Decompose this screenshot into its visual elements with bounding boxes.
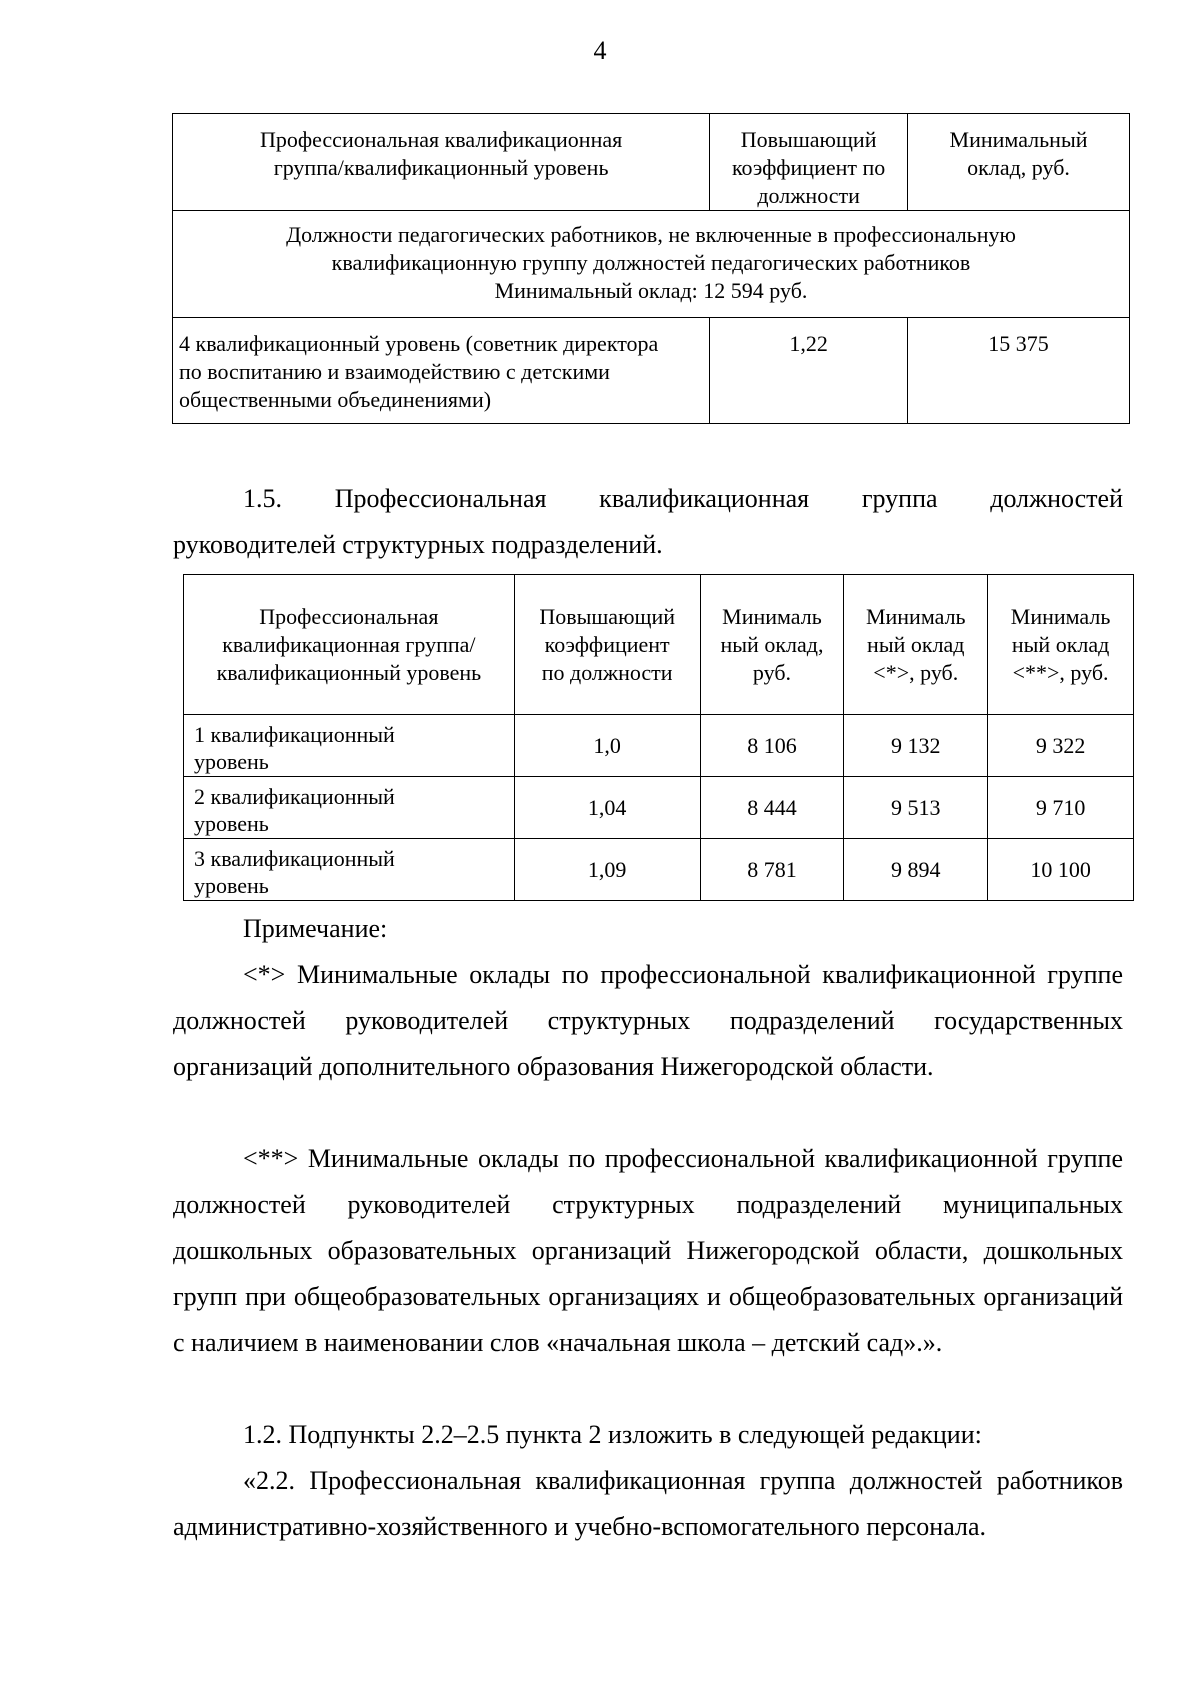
table-row bbox=[184, 715, 1134, 777]
table-header-row bbox=[184, 575, 1134, 715]
row-min-salary: 8 106 bbox=[700, 715, 844, 777]
row-min-salary-double-star: 9 710 bbox=[988, 777, 1134, 839]
group-min-salary: Минимальный оклад: 12 594 руб. bbox=[494, 278, 808, 303]
row-min-salary-star: 9 513 bbox=[844, 777, 988, 839]
table-row bbox=[173, 318, 1130, 424]
note-single-star: <*> Минимальные оклады по профессиональной квалификационной группе должностей руководителей структурных подразделений государственных организаций дополнительного образования Нижегородской области. bbox=[173, 960, 1123, 1081]
header-qualification-group: Профессиональная квалификационная группа/квалификационный уровень bbox=[184, 575, 515, 715]
table-header-row bbox=[173, 114, 1130, 211]
note-title: Примечание: bbox=[243, 914, 388, 943]
table-pedagogical bbox=[172, 113, 1130, 424]
row-label: 1 квалификационный уровень bbox=[184, 715, 515, 777]
section-heading-line2: руководителей структурных подразделений. bbox=[173, 530, 663, 559]
row-coefficient: 1,04 bbox=[514, 777, 700, 839]
page-number: 4 bbox=[593, 36, 607, 65]
group-title-line: квалификационную группу должностей педагогических работников bbox=[331, 250, 971, 275]
row-coefficient: 1,22 bbox=[710, 318, 908, 424]
row-min-salary-star: 9 894 bbox=[844, 839, 988, 901]
header-min-salary: Минимальный оклад, руб. bbox=[908, 114, 1130, 211]
group-title-row bbox=[173, 211, 1130, 318]
header-min-salary: Минималь ный оклад, руб. bbox=[700, 575, 844, 715]
table-heads-of-divisions bbox=[183, 574, 1134, 901]
header-min-salary-star: Минималь ный оклад <*>, руб. bbox=[844, 575, 988, 715]
row-salary: 15 375 bbox=[908, 318, 1130, 424]
table-row bbox=[184, 777, 1134, 839]
row-label: 4 квалификационный уровень (советник директора по воспитанию и взаимодействию с детскими общественными объединениями) bbox=[173, 318, 710, 424]
row-label: 3 квалификационный уровень bbox=[184, 839, 515, 901]
note-double-star: <**> Минимальные оклады по профессиональной квалификационной группе должностей руководителей структурных подразделений муниципальных дошкольных образовательных организаций Нижегородской области, дошкольных групп при общеобразовательных организациях и общеобразовательных организаций с наличием в наименовании слов «начальная школа – детский сад».». bbox=[173, 1144, 1123, 1357]
header-min-salary-double-star: Минималь ный оклад <**>, руб. bbox=[988, 575, 1134, 715]
header-qualification-group: Профессиональная квалификационная группа/квалификационный уровень bbox=[173, 114, 710, 211]
table-row bbox=[184, 839, 1134, 901]
header-coefficient: Повышающий коэффициент по должности bbox=[514, 575, 700, 715]
group-title-line: Должности педагогических работников, не включенные в профессиональную bbox=[286, 222, 1016, 247]
row-min-salary-double-star: 9 322 bbox=[988, 715, 1134, 777]
section-heading-line1: 1.5. Профессиональная квалификационная группа должностей bbox=[243, 484, 1123, 513]
row-min-salary: 8 444 bbox=[700, 777, 844, 839]
group-title-cell bbox=[173, 211, 1130, 318]
header-coefficient: Повышающий коэффициент по должности bbox=[710, 114, 908, 211]
row-min-salary-double-star: 10 100 bbox=[988, 839, 1134, 901]
row-coefficient: 1,09 bbox=[514, 839, 700, 901]
paragraph-2-2: «2.2. Профессиональная квалификационная группа должностей работников административно-хозяйственного и учебно-вспомогательного персонала. bbox=[173, 1466, 1123, 1541]
row-label: 2 квалификационный уровень bbox=[184, 777, 515, 839]
row-min-salary-star: 9 132 bbox=[844, 715, 988, 777]
paragraph-1-2: 1.2. Подпункты 2.2–2.5 пункта 2 изложить в следующей редакции: bbox=[243, 1420, 982, 1449]
row-min-salary: 8 781 bbox=[700, 839, 844, 901]
row-coefficient: 1,0 bbox=[514, 715, 700, 777]
